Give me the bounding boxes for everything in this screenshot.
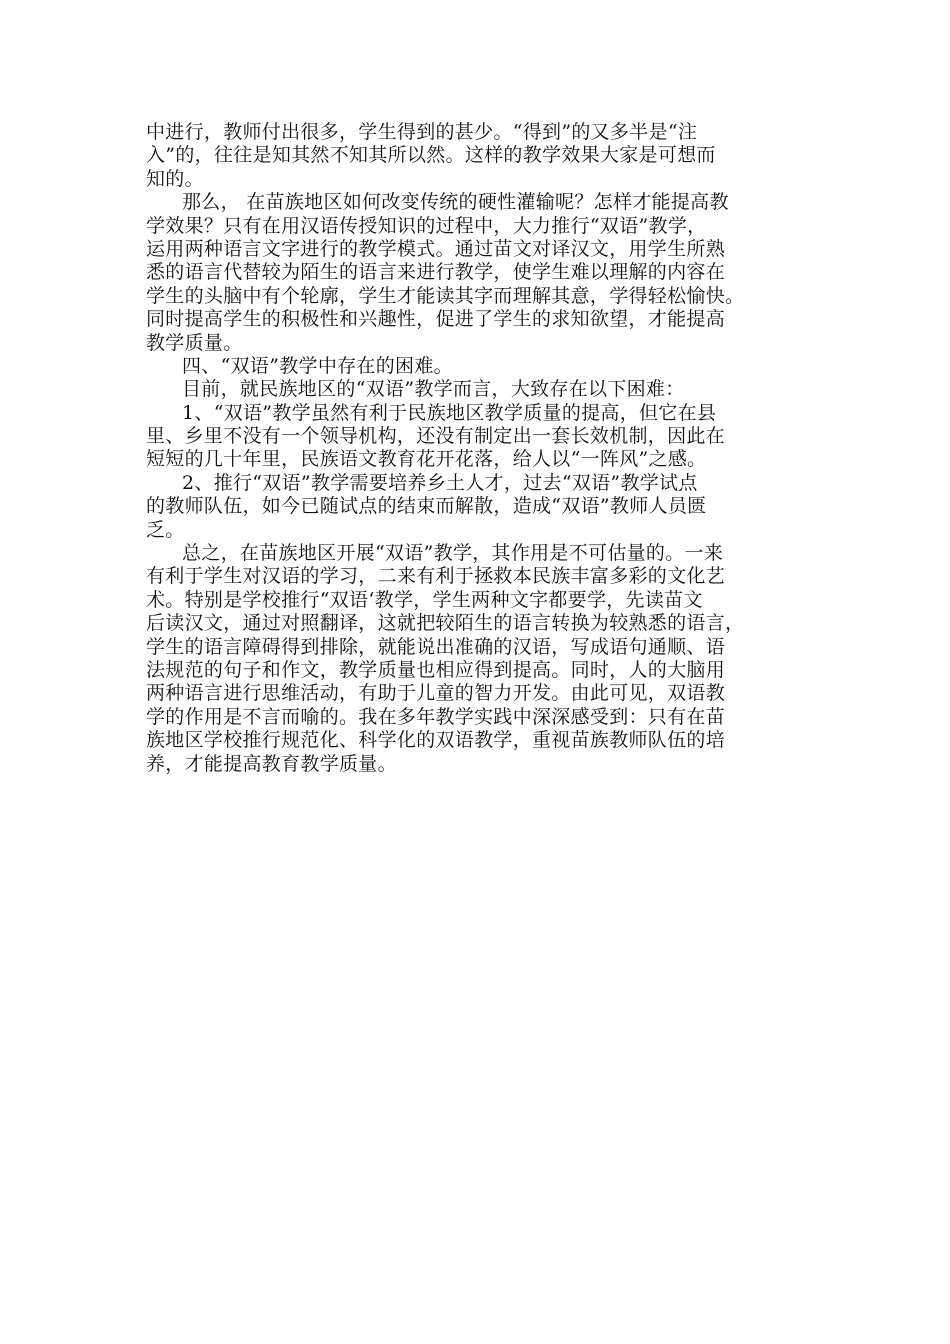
text-line: 1、“双语”教学虽然有利于民族地区教学质量的提高，但它在县 <box>182 401 717 424</box>
text-line: 两种语言进行思维活动，有助于儿童的智力开发。由此可见，双语教 <box>146 682 726 705</box>
text-line: 目前，就民族地区的“双语”教学而言，大致存在以下困难： <box>182 378 685 401</box>
text-line: 学生的头脑中有个轮廓，学生才能读其字而理解其意，学得轻松愉快。 <box>146 284 745 307</box>
text-line: 后读汉文，通过对照翻译，这就把较陌生的语言转换为较熟悉的语言， <box>146 612 745 635</box>
text-line: 学效果？只有在用汉语传授知识的过程中，大力推行“双语”教学， <box>146 214 707 237</box>
text-line: 总之，在苗族地区开展“双语”教学，其作用是不可估量的。一来 <box>182 542 724 565</box>
text-line: 中进行，教师付出很多，学生得到的甚少。“得到”的又多半是“注 <box>146 121 698 143</box>
text-line: 学的作用是不言而喻的。我在多年教学实践中深深感受到：只有在苗 <box>146 705 726 728</box>
text-line: 有利于学生对汉语的学习，二来有利于拯救本民族丰富多彩的文化艺 <box>146 565 726 588</box>
text-line: 运用两种语言文字进行的教学模式。通过苗文对译汉文，用学生所熟 <box>146 237 726 260</box>
text-line: 术。特别是学校推行“双语‘教学，学生两种文字都要学，先读苗文 <box>146 588 703 611</box>
text-line: 养，才能提高教育教学质量。 <box>146 752 397 775</box>
text-line: 法规范的句子和作文，教学质量也相应得到提高。同时，人的大脑用 <box>146 658 726 681</box>
text-line: 族地区学校推行规范化、科学化的双语教学，重视苗族教师队伍的培 <box>146 729 726 752</box>
text-line: 悉的语言代替较为陌生的语言来进行教学，使学生难以理解的内容在 <box>146 261 726 284</box>
text-line: 同时提高学生的积极性和兴趣性，促进了学生的求知欲望，才能提高 <box>146 308 726 331</box>
text-line: 教学质量。 <box>146 331 243 354</box>
text-line: 的教师队伍，如今已随试点的结束而解散，造成“双语”教师人员匮 <box>146 495 707 518</box>
text-line: 2、推行“双语”教学需要培养乡土人才，过去“双语”教学试点 <box>182 471 698 494</box>
text-line: 入”的，往往是知其然不知其所以然。这样的教学效果大家是可想而 <box>146 144 716 167</box>
text-line: 知的。 <box>146 167 204 190</box>
text-line: 里、乡里不没有一个领导机构，还没有制定出一套长效机制，因此在 <box>146 425 726 448</box>
text-line: 短短的几十年里，民族语文教育花开花落，给人以“一阵风”之感。 <box>146 448 707 471</box>
text-line: 那么， 在苗族地区如何改变传统的硬性灌输呢？怎样才能提高教 <box>182 191 729 214</box>
text-line: 四、“双语”教学中存在的困难。 <box>182 354 453 377</box>
body-text <box>146 121 814 776</box>
text-line: 乏。 <box>146 518 185 541</box>
text-line: 学生的语言障碍得到排除，就能说出准确的汉语，写成语句通顺、语 <box>146 635 726 658</box>
